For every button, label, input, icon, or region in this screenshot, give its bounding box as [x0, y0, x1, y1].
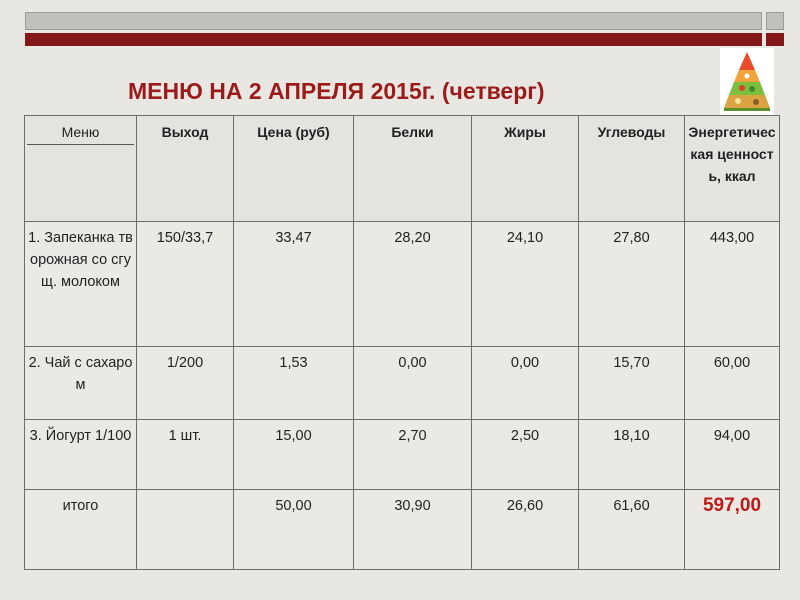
table-row: [25, 347, 780, 420]
cell-fat: 26,60: [472, 490, 579, 570]
table-row: [25, 222, 780, 347]
header-bar-light: [25, 12, 762, 30]
cell-fat: 2,50: [472, 420, 579, 490]
header-cell-output: Выход: [137, 116, 234, 222]
cell-dish: 1. Запеканка творожная со сгущ. молоком: [25, 222, 137, 347]
cell-carbs: 15,70: [579, 347, 685, 420]
cell-price: 50,00: [234, 490, 354, 570]
cell-output: 150/33,7: [137, 222, 234, 347]
header-cell-price: Цена (руб): [234, 116, 354, 222]
cell-energy: 443,00: [685, 222, 780, 347]
header-cell-energy: Энергетическая ценность, ккал: [685, 116, 780, 222]
header-corner-dark: [766, 33, 784, 46]
cell-protein: 0,00: [354, 347, 472, 420]
cell-energy: 60,00: [685, 347, 780, 420]
food-pyramid-icon: [720, 48, 774, 116]
cell-output: [137, 490, 234, 570]
cell-output: 1 шт.: [137, 420, 234, 490]
cell-total-energy: 597,00: [685, 490, 780, 570]
table-total-row: [25, 490, 780, 570]
cell-total-label: итого: [25, 490, 137, 570]
header-cell-carbs: Углеводы: [579, 116, 685, 222]
cell-dish: 2. Чай с сахаром: [25, 347, 137, 420]
cell-protein: 28,20: [354, 222, 472, 347]
header-cell-menu: Меню: [25, 116, 137, 222]
table-row: [25, 420, 780, 490]
cell-protein: 2,70: [354, 420, 472, 490]
table-header-row: [25, 116, 780, 222]
cell-price: 1,53: [234, 347, 354, 420]
cell-fat: 24,10: [472, 222, 579, 347]
cell-price: 33,47: [234, 222, 354, 347]
header-bar-dark: [25, 33, 762, 46]
cell-fat: 0,00: [472, 347, 579, 420]
cell-carbs: 18,10: [579, 420, 685, 490]
cell-dish: 3. Йогурт 1/100: [25, 420, 137, 490]
cell-output: 1/200: [137, 347, 234, 420]
page-title: МЕНЮ НА 2 АПРЕЛЯ 2015г. (четверг): [128, 78, 545, 104]
cell-energy: 94,00: [685, 420, 780, 490]
header-corner-light: [766, 12, 784, 30]
cell-protein: 30,90: [354, 490, 472, 570]
cell-carbs: 27,80: [579, 222, 685, 347]
cell-price: 15,00: [234, 420, 354, 490]
menu-table: [24, 115, 780, 570]
header-cell-fat: Жиры: [472, 116, 579, 222]
cell-carbs: 61,60: [579, 490, 685, 570]
header-cell-protein: Белки: [354, 116, 472, 222]
